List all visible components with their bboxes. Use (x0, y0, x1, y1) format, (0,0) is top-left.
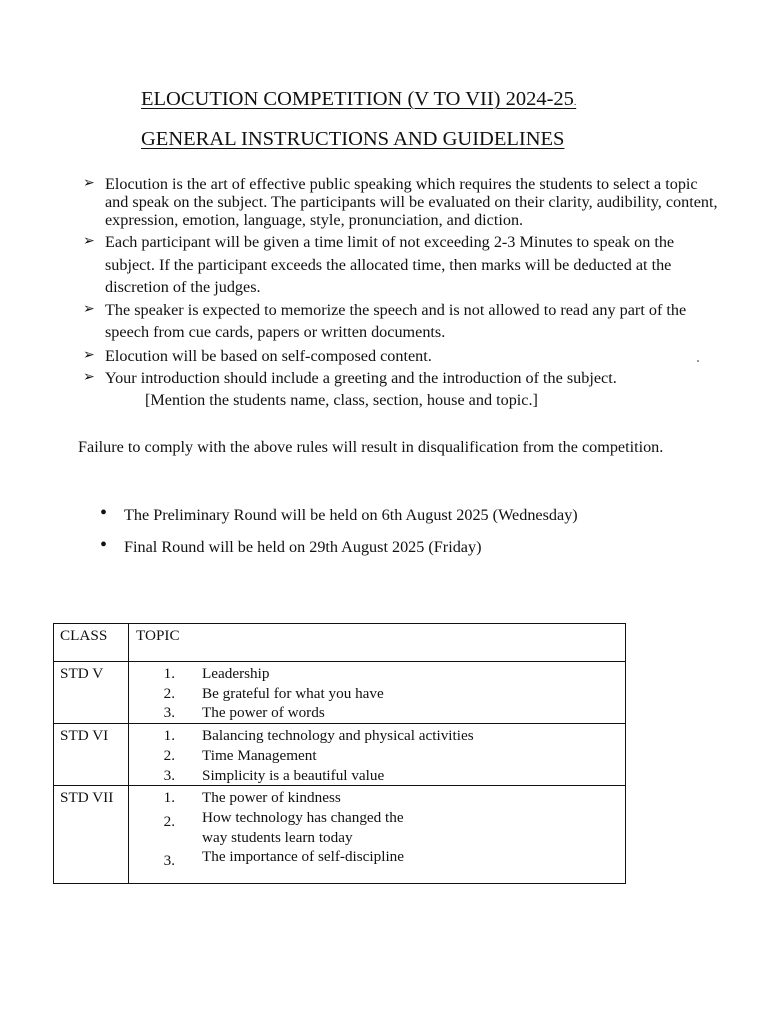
arrow-bullet-icon: ➢ (83, 301, 95, 317)
table-row (54, 662, 626, 724)
document-subtitle: GENERAL INSTRUCTIONS AND GUIDELINES (141, 128, 565, 150)
title-trailing-mark: . (573, 97, 577, 107)
arrow-bullet-icon: ➢ (83, 234, 95, 249)
instruction-item: ➢ Elocution will be based on self-composed content. (83, 346, 432, 365)
table-row (54, 724, 626, 786)
stray-mark (697, 360, 699, 362)
instruction-note: [Mention the students name, class, section, house and topic.] (145, 390, 538, 409)
round-dates-list (100, 502, 578, 569)
instruction-item: ➢ Elocution is the art of effective public speaking which requires the students to select a topic and speak on the subject. The participants will be evaluated on their clarity, audibility, content, expression, emotion, language, style, pronunciation, and diction. (83, 175, 718, 229)
dot-bullet-icon: • (100, 534, 108, 556)
topic-item: 3. The importance of self-discipline (163, 848, 405, 870)
instruction-item: ➢ Your introduction should include a greeting and the introduction of the subject. [Mention the students name, class, section, house and topic.] (83, 369, 723, 409)
document-title: ELOCUTION COMPETITION (V TO VII) 2024-25. (141, 88, 577, 110)
row-class: STD VI (54, 724, 129, 786)
arrow-bullet-icon: ➢ (83, 369, 95, 385)
arrow-bullet-icon: ➢ (83, 176, 95, 191)
topic-item: 3. Simplicity is a beautiful value (163, 766, 385, 784)
arrow-bullet-icon: ➢ (83, 347, 95, 363)
row-topics (129, 662, 626, 724)
topic-item: 2. Be grateful for what you have (163, 684, 384, 702)
topic-item: 1. Balancing technology and physical activities (163, 727, 474, 745)
topic-item: 2. Time Management (163, 746, 317, 764)
topic-item: 1. Leadership (163, 665, 270, 682)
round-date-item: • The Preliminary Round will be held on 6th August 2025 (Wednesday) (100, 502, 578, 524)
topic-item: 2. How technology has changed the way students learn today (163, 808, 404, 846)
failure-note: Failure to comply with the above rules will result in disqualification from the competition. (78, 438, 664, 456)
topic-item: 1. The power of kindness (163, 789, 341, 807)
header-topic: TOPIC (129, 624, 626, 662)
topics-table (53, 623, 626, 884)
instructions-list (83, 175, 723, 409)
row-class: STD VII (54, 786, 129, 884)
round-date-item: • Final Round will be held on 29th August 2025 (Friday) (100, 534, 482, 556)
dot-bullet-icon: • (100, 502, 108, 524)
instruction-item: ➢ Each participant will be given a time limit of not exceeding 2-3 Minutes to speak on the subject. If the participant exceeds the allocated time, then marks will be deducted at the discretion of the judges. (83, 233, 675, 296)
row-class: STD V (54, 662, 129, 724)
topic-item: 3. The power of words (163, 704, 325, 722)
table-row (54, 786, 626, 884)
instruction-item: ➢ The speaker is expected to memorize the speech and is not allowed to read any part of the speech from cue cards, papers or written documents. (83, 300, 687, 341)
table-header-row (54, 624, 626, 662)
header-class: CLASS (54, 624, 129, 662)
row-topics (129, 786, 626, 884)
row-topics (129, 724, 626, 786)
